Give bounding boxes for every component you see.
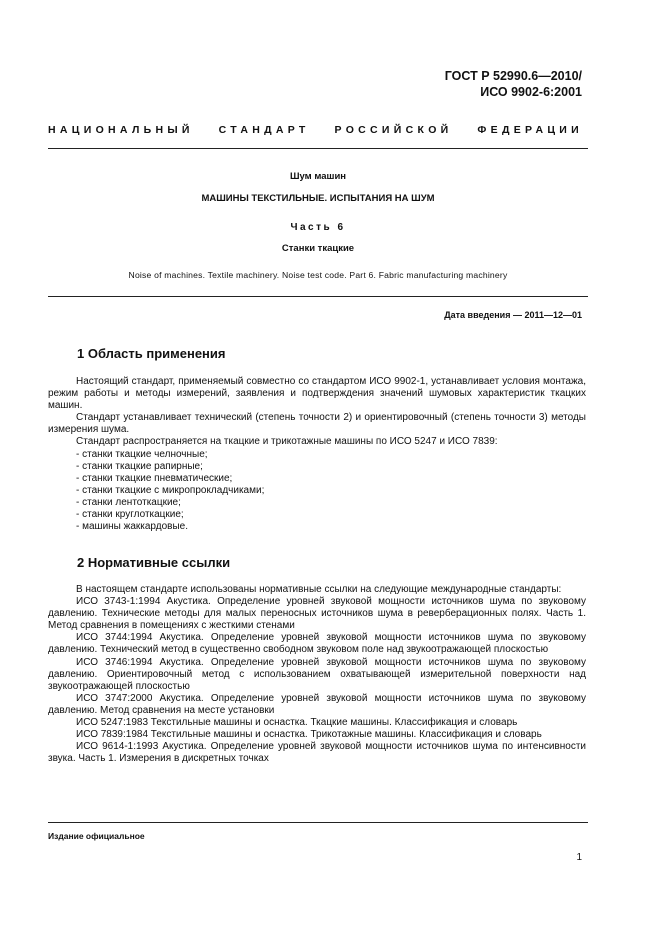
section-2-heading: 2 Нормативные ссылки bbox=[77, 555, 231, 570]
footer-divider bbox=[48, 822, 588, 823]
page-number: 1 bbox=[576, 852, 582, 863]
official-edition-label: Издание официальное bbox=[48, 831, 145, 841]
standard-number: ГОСТ Р 52990.6—2010/ bbox=[444, 69, 582, 83]
document-title: МАШИНЫ ТЕКСТИЛЬНЫЕ. ИСПЫТАНИЯ НА ШУМ bbox=[201, 193, 435, 204]
reference-item: ИСО 3743-1:1994 Акустика. Определение уровней звуковой мощности источников шума по звуковому давлению. Технические методы для малых переносных источников шума в реверберационных полях. Часть 1. Метод сравнения в помещениях с жесткими стенами bbox=[48, 596, 586, 632]
scope-paragraph-1: Настоящий стандарт, применяемый совместно со стандартом ИСО 9902-1, устанавливает условия монтажа, режим работы и методы измерений, заявления и подтверждения значений шумовых характеристик ткацких машин. bbox=[48, 376, 586, 412]
section-1-body bbox=[48, 376, 586, 533]
list-item: - машины жаккардовые. bbox=[76, 521, 188, 533]
scope-paragraph-2: Стандарт устанавливает технический (степень точности 2) и ориентировочный (степень точности 3) методы измерения шума. bbox=[48, 412, 586, 436]
list-item: - станки ткацкие челночные; bbox=[76, 448, 208, 460]
reference-item: ИСО 3744:1994 Акустика. Определение уровней звуковой мощности источников шума по звуковому давлению. Технический метод в существенно свободном звуковом поле над звукоотражающей плоскостью bbox=[48, 632, 586, 656]
reference-item: ИСО 3746:1994 Акустика. Определение уровней звуковой мощности источников шума по звуковому давлению. Ориентировочный метод с использованием охватывающей измерительной поверхности над звукоотражающей плоскостью bbox=[48, 656, 586, 692]
reference-item: ИСО 3747:2000 Акустика. Определение уровней звуковой мощности источников шума по звуковому давлению. Метод сравнения на месте установки bbox=[48, 692, 586, 716]
list-item: - станки ткацкие с микропрокладчиками; bbox=[76, 484, 265, 496]
scope-paragraph-3: Стандарт распространяется на ткацкие и трикотажные машины по ИСО 5247 и ИСО 7839: bbox=[76, 436, 498, 448]
reference-item: ИСО 7839:1984 Текстильные машины и оснастка. Трикотажные машины. Классификация и словарь bbox=[76, 729, 542, 741]
top-divider bbox=[48, 148, 588, 149]
reference-item: ИСО 5247:1983 Текстильные машины и оснастка. Ткацкие машины. Классификация и словарь bbox=[76, 717, 518, 729]
list-item: - станки ткацкие рапирные; bbox=[76, 460, 203, 472]
iso-number: ИСО 9902-6:2001 bbox=[480, 85, 582, 99]
introduction-date: Дата введения — 2011—12—01 bbox=[444, 310, 582, 320]
list-item: - станки круглоткацкие; bbox=[76, 509, 184, 521]
national-standard-banner: НАЦИОНАЛЬНЫЙ СТАНДАРТ РОССИЙСКОЙ ФЕДЕРАЦИИ bbox=[48, 124, 583, 136]
section-1-heading: 1 Область применения bbox=[77, 346, 226, 361]
list-item: - станки ткацкие пневматические; bbox=[76, 472, 233, 484]
standard-designation bbox=[445, 68, 582, 100]
part-title: Станки ткацкие bbox=[281, 243, 355, 254]
references-intro: В настоящем стандарте использованы нормативные ссылки на следующие международные стандарты: bbox=[76, 584, 562, 595]
title-divider bbox=[48, 296, 588, 297]
list-item: - станки лентоткацкие; bbox=[76, 496, 181, 508]
reference-item: ИСО 9614-1:1993 Акустика. Определение уровней звуковой мощности источников шума по интенсивности звука. Часть 1. Измерения в дискретных точках bbox=[48, 741, 586, 765]
section-2-body bbox=[48, 584, 586, 765]
english-title: Noise of machines. Textile machinery. Noise test code. Part 6. Fabric manufacturing machinery bbox=[128, 270, 508, 280]
subject-title: Шум машин bbox=[289, 171, 347, 182]
part-label: Часть 6 bbox=[290, 222, 346, 233]
